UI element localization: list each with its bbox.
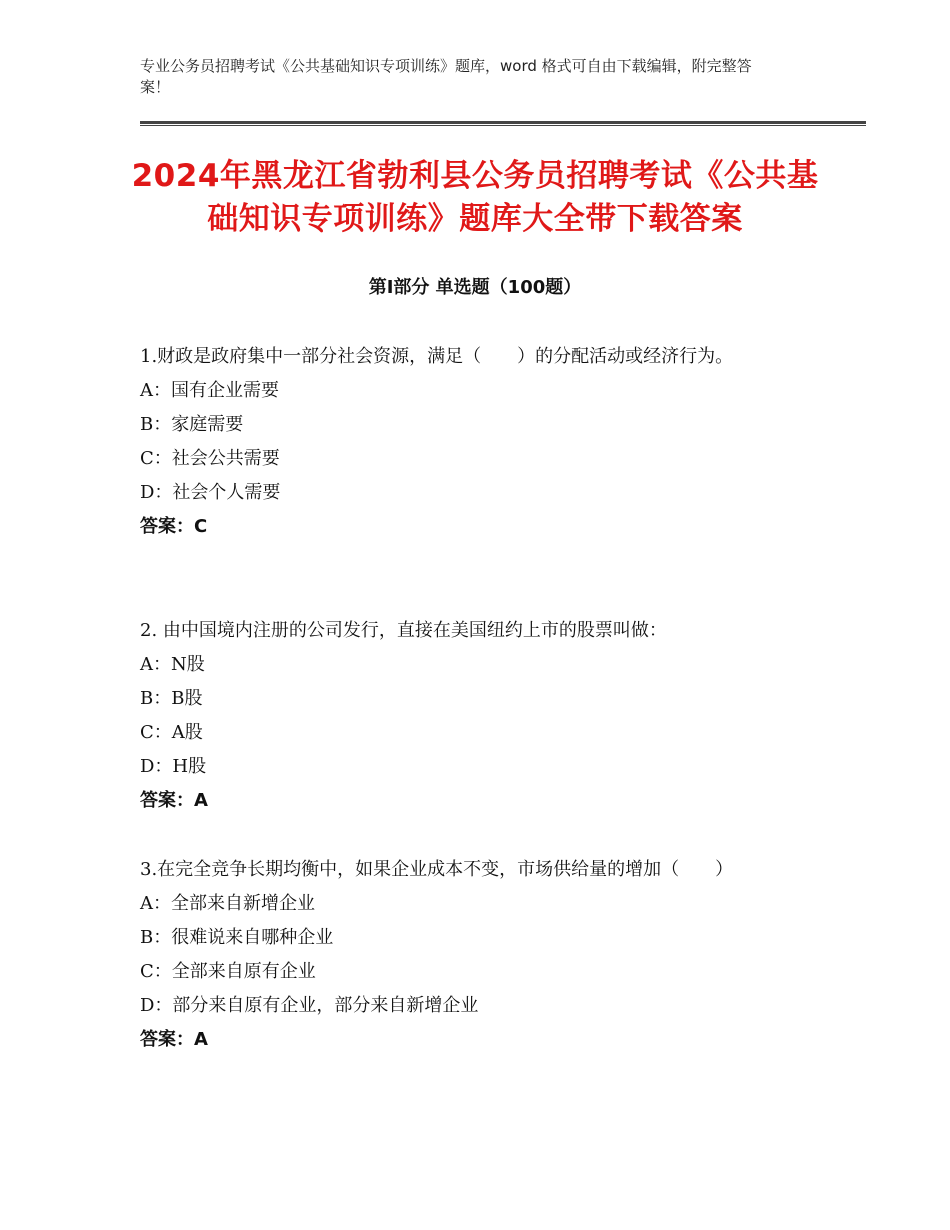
question-1 [140, 340, 820, 544]
question-stem: 3.在完全竞争长期均衡中，如果企业成本不变，市场供给量的增加（ ） [140, 859, 734, 880]
option-a: A：全部来自新增企业 [140, 893, 315, 914]
option-d: D：H股 [140, 756, 207, 777]
header-divider-thick [140, 121, 866, 124]
question-3 [140, 853, 820, 1057]
question-stem: 2. 由中国境内注册的公司发行，直接在美国纽约上市的股票叫做： [140, 620, 667, 641]
answer-line: 答案：C [140, 516, 208, 537]
option-c: C：社会公共需要 [140, 448, 280, 469]
option-a: A：国有企业需要 [140, 380, 279, 401]
section-heading: 第Ⅰ部分 单选题（100题） [368, 277, 582, 298]
answer-line: 答案：A [140, 1029, 208, 1050]
document-title: 2024年黑龙江省勃利县公务员招聘考试《公共基础知识专项训练》题库大全带下载答案 [131, 158, 819, 237]
option-d: D：社会个人需要 [140, 482, 281, 503]
question-stem: 1.财政是政府集中一部分社会资源，满足（ ）的分配活动或经济行为。 [140, 346, 734, 367]
answer-line: 答案：A [140, 790, 208, 811]
option-c: C：全部来自原有企业 [140, 961, 316, 982]
question-2 [140, 614, 820, 818]
document-header-note: 专业公务员招聘考试《公共基础知识专项训练》题库，word 格式可自由下载编辑，附完整答案！ [140, 57, 752, 96]
option-b: B：家庭需要 [140, 414, 244, 435]
option-a: A：N股 [140, 654, 205, 675]
option-d: D：部分来自原有企业，部分来自新增企业 [140, 995, 479, 1016]
option-b: B：B股 [140, 688, 203, 709]
option-c: C：A股 [140, 722, 203, 743]
header-divider-thin [140, 125, 866, 126]
option-b: B：很难说来自哪种企业 [140, 927, 334, 948]
